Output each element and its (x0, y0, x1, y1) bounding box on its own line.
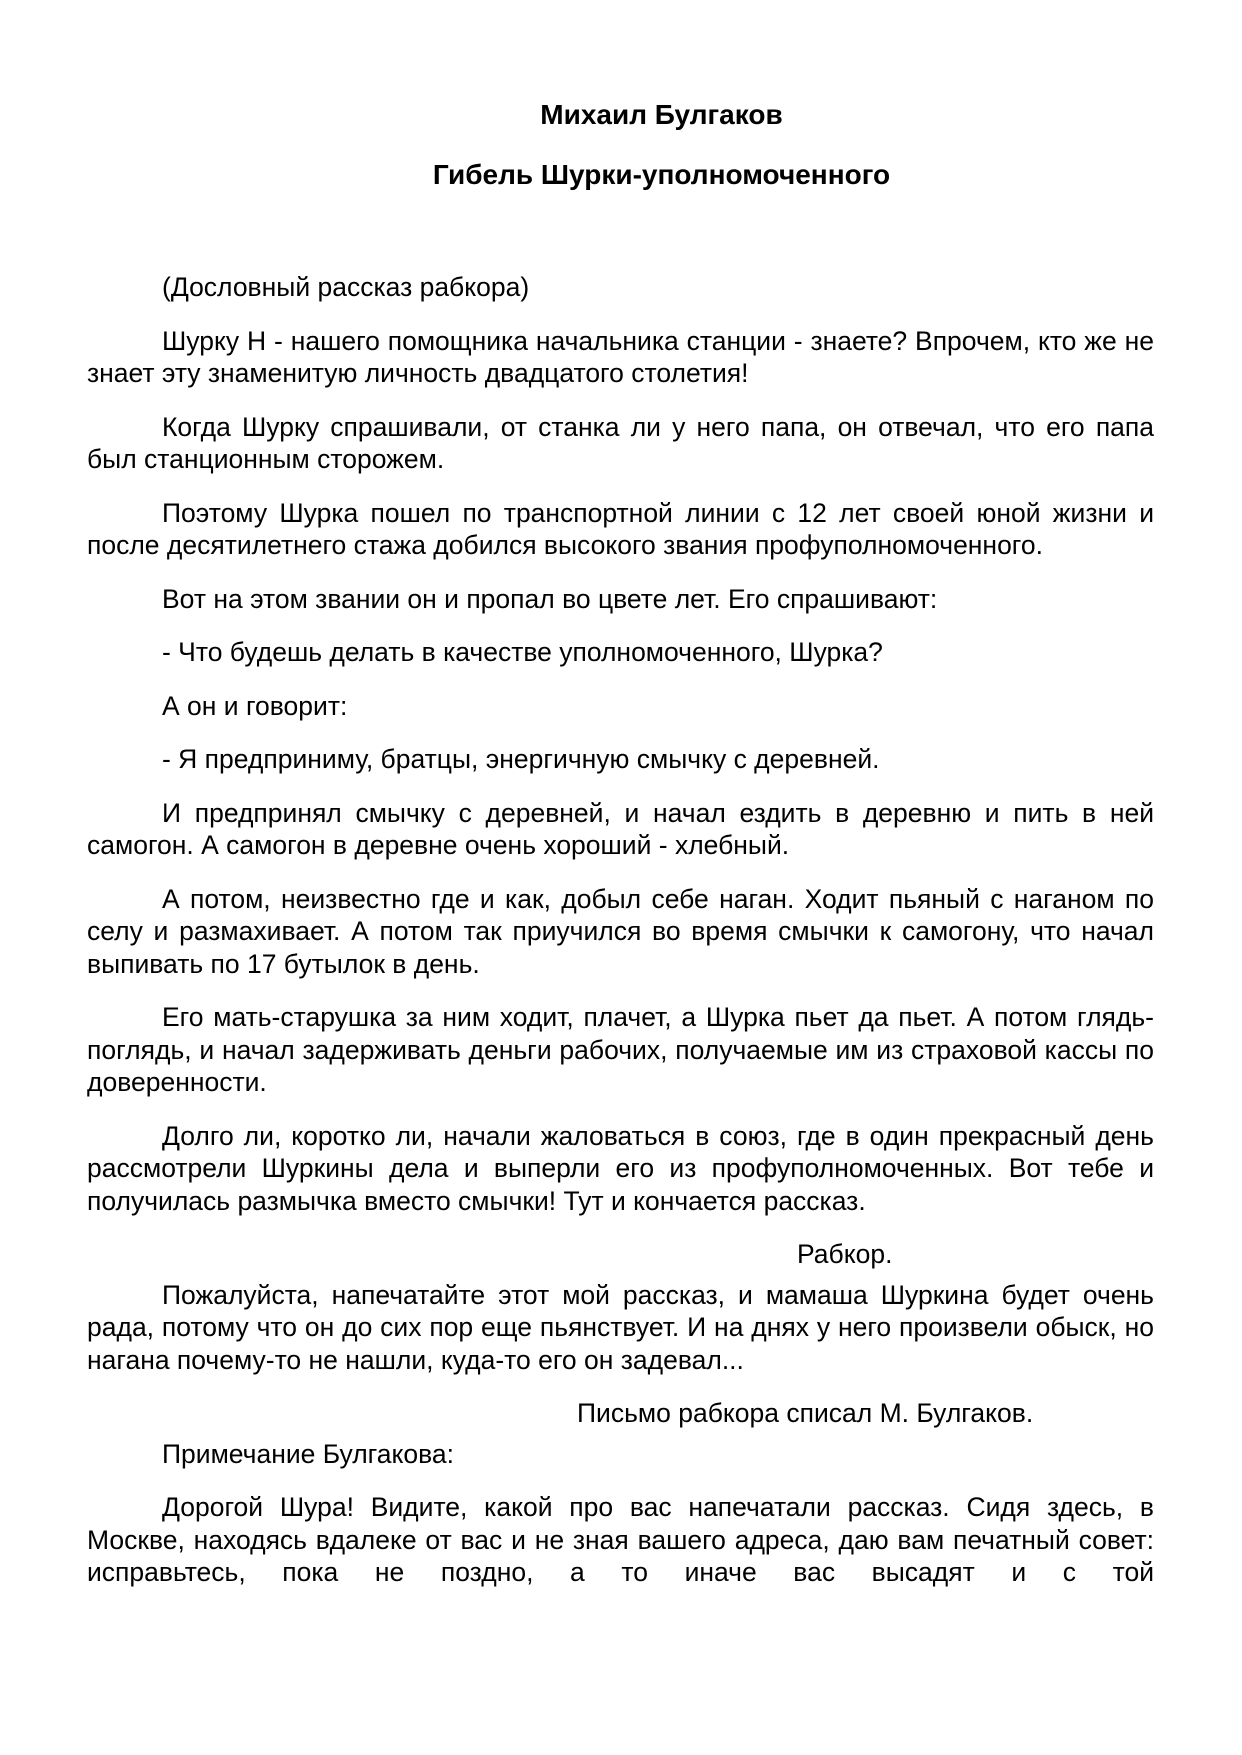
paragraph: Шурку Н - нашего помощника начальника станции - знаете? Впрочем, кто же не знает эту знаменитую личность двадцатого столетия! (87, 325, 1154, 388)
paragraph: Пожалуйста, напечатайте этот мой рассказ, и мамаша Шуркина будет очень рада, потому что он до сих пор еще пьянствует. И на днях у него произвели обыск, но нагана почему-то не нашли, куда-то его он задевал... (87, 1279, 1154, 1375)
signature-copied-by: Письмо рабкора списал М. Булгаков. (577, 1398, 1034, 1428)
paragraph: Когда Шурку спрашивали, от станка ли у него папа, он отвечал, что его папа был станционным сторожем. (87, 411, 1154, 474)
paragraph-dialogue: - Я предприниму, братцы, энергичную смычку с деревней. (162, 744, 880, 774)
author-name: Михаил Булгаков (540, 99, 783, 130)
story-title: Гибель Шурки-уполномоченного (432, 159, 891, 190)
paragraph-note-heading: Примечание Булгакова: (162, 1438, 455, 1469)
story-body (87, 271, 1154, 1610)
paragraph-subtitle: (Дословный рассказ рабкора) (162, 272, 530, 302)
paragraph-dialogue: - Что будешь делать в качестве уполномоченного, Шурка? (162, 637, 883, 667)
signature-rabkor: Рабкор. (797, 1239, 893, 1269)
paragraph: Поэтому Шурка пошел по транспортной линии с 12 лет своей юной жизни и после десятилетнего стажа добился высокого звания профуполномоченного. (87, 497, 1154, 560)
paragraph: Вот на этом звании он и пропал во цвете лет. Его спрашивают: (162, 583, 938, 614)
paragraph: Долго ли, коротко ли, начали жаловаться в союз, где в один прекрасный день рассмотрели Шуркины дела и выперли его из профуполномоченных. Вот тебе и получилась размычка вместо смычки! Тут и кончается рассказ. (87, 1120, 1154, 1216)
paragraph: А он и говорит: (162, 690, 348, 721)
paragraph: И предпринял смычку с деревней, и начал ездить в деревню и пить в ней самогон. А самогон в деревне очень хороший - хлебный. (87, 797, 1154, 860)
paragraph: Дорогой Шура! Видите, какой про вас напечатали рассказ. Сидя здесь, в Москве, находясь вдалеке от вас и не зная вашего адреса, даю вам печатный совет: исправьтесь, пока не поздно, а то иначе вас высадят и с той (87, 1492, 1154, 1587)
paragraph: А потом, неизвестно где и как, добыл себе наган. Ходит пьяный с наганом по селу и размахивает. А потом так приучился во время смычки к самогону, что начал выпивать по 17 бутылок в день. (87, 883, 1154, 979)
paragraph: Его мать-старушка за ним ходит, плачет, а Шурка пьет да пьет. А потом глядь-поглядь, и начал задерживать деньги рабочих, получаемые им из страховой кассы по доверенности. (87, 1002, 1154, 1097)
